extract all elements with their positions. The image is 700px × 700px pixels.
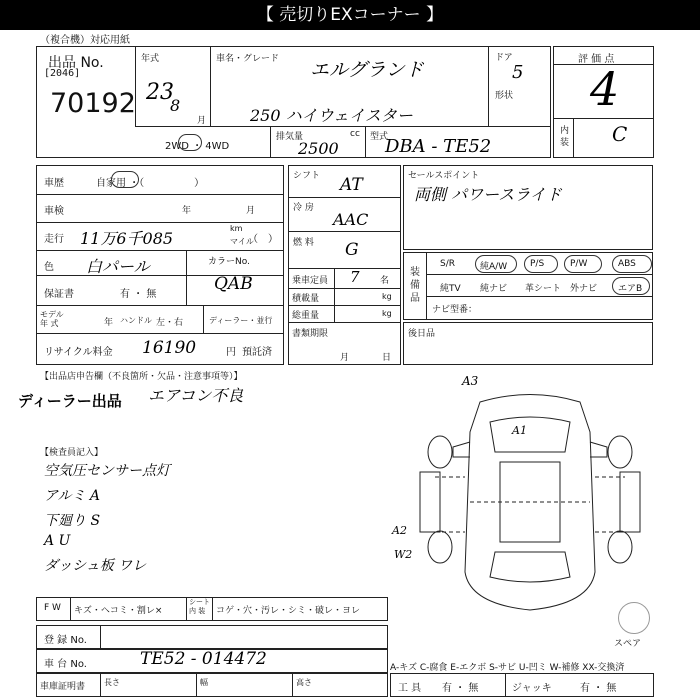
mileage-paren: （ ）: [248, 234, 278, 245]
inspector-line-3: 下廻り S: [44, 513, 101, 529]
jack-value: 有 ・ 無: [580, 683, 617, 694]
chassis-label: 車 台 No.: [44, 659, 87, 670]
lot-code: [2046]: [44, 68, 81, 79]
lot-label: 出品 No.: [48, 55, 104, 71]
mileage-label: 走行: [44, 234, 64, 245]
equip-tv: 純TV: [440, 284, 461, 294]
year-value: 23: [146, 80, 174, 105]
equipment-label: 装 備 品: [410, 267, 420, 304]
equip-ps-circle: [524, 255, 558, 273]
interior-value: C: [612, 122, 628, 146]
ac-label: 冷 房: [293, 203, 314, 213]
reg-row: [36, 625, 388, 649]
lot-number: 70192: [50, 88, 136, 119]
grade-label: 評 価 点: [578, 54, 615, 65]
shift-value: AT: [340, 175, 363, 195]
mark-a1: A1: [512, 424, 527, 437]
mileage-unit-km: km: [230, 224, 243, 233]
right-mirror: [590, 442, 607, 457]
spare-label: スペア: [614, 639, 642, 649]
front-right-wheel: [608, 436, 632, 468]
rear-left-wheel: [428, 531, 452, 563]
mark-a2: A2: [392, 524, 407, 537]
rear-right-wheel: [608, 531, 632, 563]
cert-length: 長さ: [104, 678, 120, 687]
drive-circle: [178, 134, 202, 151]
seat-items: コゲ・穴・汚レ・シミ・破レ・ヨレ: [216, 606, 361, 616]
dealer-import: ディーラー・並行: [209, 316, 273, 325]
notes-header: 【出品店申告欄（不良箇所・欠品・注意事項等）】: [40, 372, 243, 382]
model-year-unit: 年: [104, 318, 114, 328]
inspector-line-2: アルミ A: [44, 488, 101, 504]
recycle-note: 預託済: [242, 347, 272, 358]
after-parts-box: [403, 322, 653, 365]
equip-aw: 純A/W: [480, 262, 508, 272]
history-circle: [111, 171, 139, 188]
damage-legend: A-キズ C-腐食 E-エクボ S-サビ U-凹ミ W-補修 XX-交換済: [390, 663, 625, 673]
inspection-month: 月: [246, 206, 256, 216]
equip-abs-circle: [612, 255, 652, 273]
month-unit: 月: [197, 116, 207, 126]
dealer-note: エアコン不良: [148, 386, 244, 405]
equip-leather: 革シート: [525, 284, 562, 294]
fw-items: キズ・ヘコミ・割レ×: [74, 606, 163, 616]
inspector-line-1: 空気圧センサー点灯: [44, 463, 170, 479]
year-month: 8: [170, 96, 181, 115]
gross-label: 総重量: [292, 311, 320, 321]
dealer-stamp: ディーラー出品: [18, 392, 122, 410]
load-label: 積載量: [292, 294, 320, 304]
inspector-header: 【検査員記入】: [40, 448, 104, 458]
shape-label: 形状: [495, 91, 514, 101]
mark-a3: A3: [462, 374, 479, 388]
equip-aw-circle: [475, 255, 517, 273]
mark-w2: W2: [394, 548, 413, 561]
equip-abs: ABS: [618, 259, 636, 269]
paper-note: （複合機）対応用紙: [40, 35, 130, 46]
model-grade: 250 ハイウェイスター: [250, 106, 413, 125]
equip-airbag: エアB: [618, 284, 643, 294]
seat-label: シート 内 装: [189, 598, 210, 615]
left-side-panel: [420, 472, 440, 532]
warranty-label: 保証書: [44, 289, 74, 300]
jack-label: ジャッキ: [512, 683, 552, 694]
rear-window: [490, 552, 570, 582]
warranty-value: 有 ・ 無: [120, 289, 157, 300]
fw-label: F W: [44, 603, 61, 613]
after-parts-label: 後日品: [408, 329, 436, 339]
color-value: 白パール: [86, 257, 150, 276]
inspector-line-4: A U: [44, 533, 71, 549]
displacement-label: 排気量: [276, 132, 304, 142]
color-label: 色: [44, 262, 54, 273]
model-label: 車名・グレード: [216, 54, 280, 64]
equip-pw-circle: [564, 255, 602, 273]
chassis-value: TE52 - 014472: [140, 649, 267, 669]
sale-points-value: 両側 パワースライド: [414, 185, 562, 204]
inspector-line-5: ダッシュ板 ワレ: [44, 558, 147, 574]
tools-value: 有 ・ 無: [442, 683, 479, 694]
cert-height: 高さ: [296, 678, 312, 687]
tools-label: 工 具: [398, 683, 422, 694]
windshield: [490, 417, 570, 452]
interior-label: 内 装: [560, 126, 570, 148]
handle-label: ハンドル: [120, 316, 152, 325]
reg-label: 登 録 No.: [44, 635, 87, 646]
displacement-value: 2500: [298, 139, 339, 158]
docs-label: 書類期限: [292, 329, 329, 339]
equip-ext-navi: 外ナビ: [570, 284, 598, 294]
recycle-value: 16190: [142, 338, 197, 358]
capacity-value: 7: [350, 268, 360, 286]
equip-pw: P/W: [570, 259, 588, 269]
equip-sr: S/R: [440, 259, 455, 269]
equip-ps: P/S: [530, 259, 545, 269]
navi-model-label: ナビ型番：: [432, 305, 478, 315]
recycle-label: リサイクル料金: [44, 347, 113, 358]
door-label: ドア: [495, 53, 513, 63]
right-side-panel: [620, 472, 640, 532]
recycle-unit: 円: [226, 347, 236, 358]
mileage-unit-mile: マイル: [230, 237, 254, 246]
year-label: 年式: [141, 54, 160, 64]
capacity-label: 乗車定員: [292, 276, 329, 286]
type-value: DBA - TE52: [385, 136, 492, 157]
model-name: エルグランド: [310, 59, 424, 81]
front-left-wheel: [428, 436, 452, 468]
capacity-unit: 名: [380, 276, 390, 286]
mileage-value: 11万6千085: [80, 229, 174, 248]
displacement-unit: cc: [350, 129, 360, 139]
sale-points-label: セールスポイント: [408, 171, 480, 181]
ac-value: AAC: [333, 210, 369, 229]
fuel-value: G: [345, 240, 359, 260]
left-mirror: [453, 442, 470, 457]
color-no-value: QAB: [214, 274, 253, 294]
drive-label: 2WD ・ 4WD: [165, 141, 230, 152]
door-value: 5: [512, 62, 524, 83]
history-value: 自家用 ・（ ）: [96, 178, 205, 189]
garage-cert-row: [36, 673, 388, 697]
history-label: 車歴: [44, 178, 64, 189]
fuel-label: 燃 料: [293, 238, 314, 248]
inspection-year: 年: [182, 206, 192, 216]
gross-unit: kg: [382, 309, 392, 318]
color-no-label: カラーNo.: [208, 257, 250, 267]
grade-value: 4: [590, 62, 620, 116]
cert-width: 幅: [200, 678, 208, 687]
title-banner: 【 売切りEXコーナー 】: [0, 0, 700, 30]
docs-day: 日: [382, 353, 392, 363]
equip-navi: 純ナビ: [480, 284, 508, 294]
garage-cert-label: 車庫証明書: [40, 682, 86, 692]
spare-tire-icon: [618, 602, 650, 634]
model-year-label: モデル 年 式: [40, 310, 64, 328]
shift-label: シフト: [293, 171, 321, 181]
handle-options: 左・右: [156, 318, 184, 328]
car-damage-diagram: [405, 372, 655, 622]
type-label: 型式: [370, 132, 389, 142]
inspection-label: 車検: [44, 206, 64, 217]
docs-month: 月: [340, 353, 350, 363]
load-unit: kg: [382, 292, 392, 301]
equip-airbag-circle: [612, 277, 650, 295]
